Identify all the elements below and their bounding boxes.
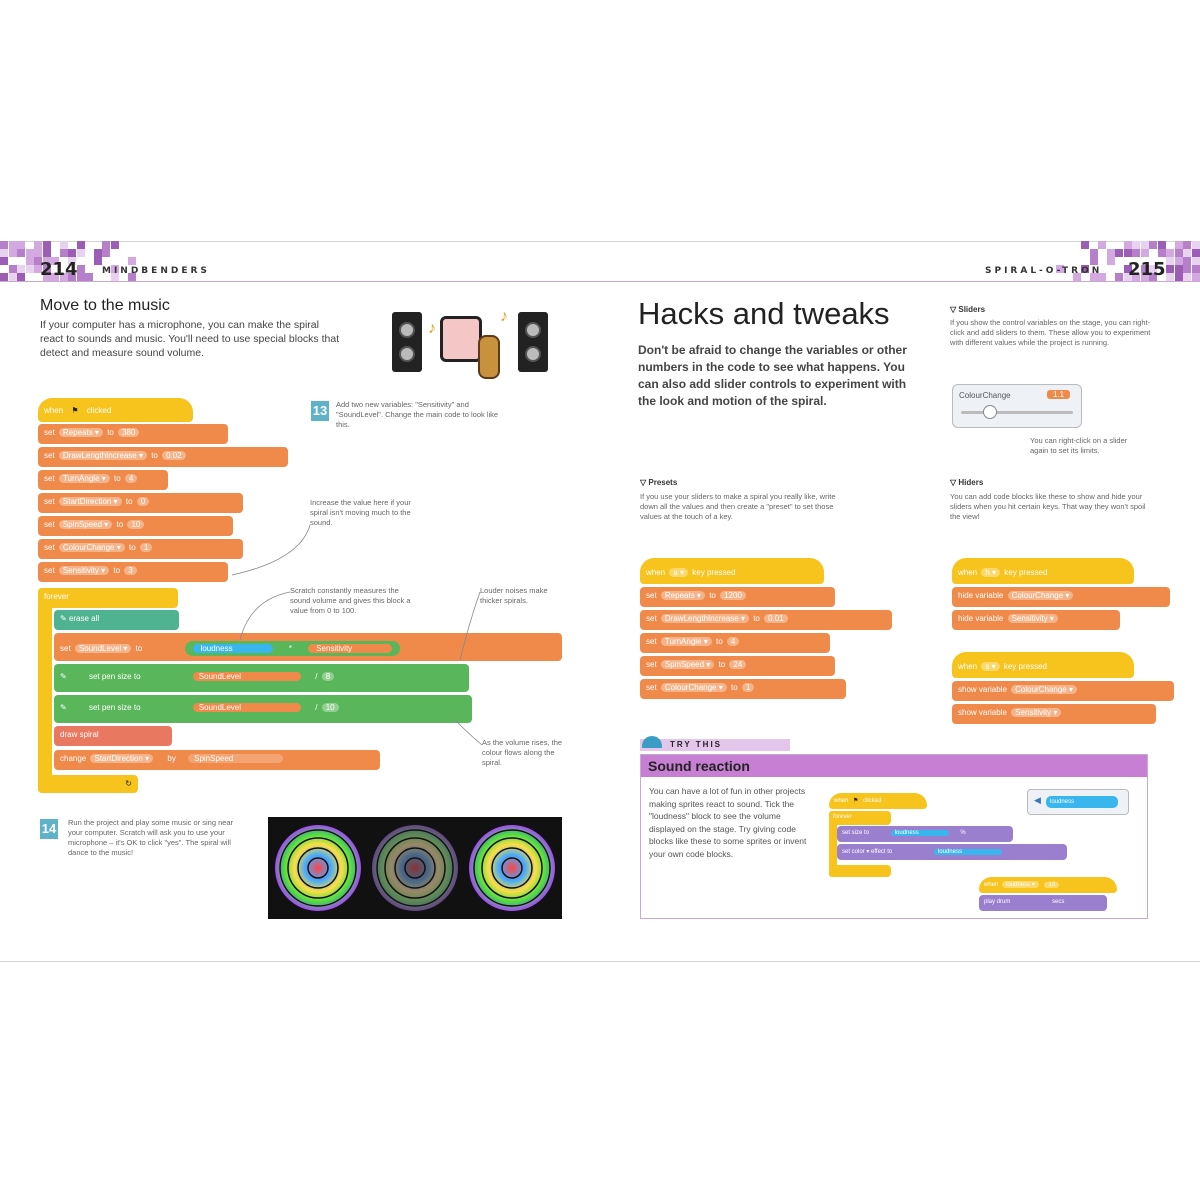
variable-dropdown[interactable]: Sensitivity ▾ (1011, 708, 1061, 717)
try-this-title: Sound reaction (648, 758, 750, 774)
variable-dropdown[interactable]: TurnAngle ▾ (59, 474, 110, 483)
value-input[interactable]: 1 (140, 543, 152, 552)
try-forever-label (829, 811, 891, 825)
clicked-label: clicked (863, 798, 882, 804)
divide-label-1: / (315, 672, 318, 681)
key-dropdown[interactable]: s ▾ (981, 662, 999, 671)
soundlevel-dropdown[interactable]: SoundLevel ▾ (75, 644, 132, 653)
key-dropdown[interactable]: h ▾ (981, 568, 1000, 577)
value-input[interactable]: 24 (729, 660, 746, 669)
left-running-head: MINDBENDERS (102, 266, 210, 276)
times-label: * (288, 644, 292, 653)
when-label: when (984, 882, 999, 888)
hacks-title: Hacks and tweaks (638, 296, 890, 331)
preset-set-variable-block (640, 656, 835, 676)
value-input[interactable]: 1200 (720, 591, 746, 600)
draw-spiral-text: draw spiral (60, 730, 99, 739)
variable-dropdown[interactable]: DrawLengthIncrease ▾ (59, 451, 147, 460)
set-label: set (44, 520, 55, 529)
spiral-output-image (268, 817, 562, 919)
try-this-label: TRY THIS (670, 740, 723, 749)
when-label: when (958, 662, 978, 671)
music-note-icon: ♪ (428, 320, 436, 337)
preset-set-variable-block (640, 610, 892, 630)
variable-dropdown[interactable]: Repeats ▾ (661, 591, 705, 600)
forever-text: forever (833, 814, 852, 820)
to-label: to (716, 637, 723, 646)
slider-track (961, 411, 1073, 414)
slider-monitor[interactable] (952, 384, 1082, 428)
try-set-size-block (837, 826, 1013, 842)
set-label: set (646, 614, 657, 623)
forever-text: forever (44, 592, 69, 601)
green-flag-icon: ⚑ (71, 406, 79, 415)
to-label: to (718, 660, 726, 669)
set-label: set (44, 497, 55, 506)
presets-text: If you use your sliders to make a spiral you really like, write down all the values and then create a "preset" to set those values at the touch of a key. (640, 492, 836, 521)
variable-dropdown[interactable]: SpinSpeed ▾ (59, 520, 112, 529)
variable-dropdown[interactable]: TurnAngle ▾ (661, 637, 712, 646)
to-label: to (107, 428, 114, 437)
variable-dropdown[interactable]: Sensitivity ▾ (59, 566, 109, 575)
slider-caption: You can right-click on a slider again to set its limits. (1030, 436, 1128, 455)
set-size-label: set size to (842, 830, 870, 836)
set-label: set (646, 683, 657, 692)
set-label: set (44, 474, 55, 483)
value-input[interactable]: 3 (124, 566, 136, 575)
spinspeed-reporter: SpinSpeed (188, 754, 283, 763)
value-input[interactable]: 1 (742, 683, 754, 692)
pen-icon-3: ✎ (60, 703, 67, 712)
key-dropdown[interactable]: a ▾ (669, 568, 688, 577)
loop-arrow-icon: ↻ (125, 779, 132, 788)
startdirection-dropdown[interactable]: StartDirection ▾ (90, 754, 153, 763)
divide-value-2[interactable]: 10 (322, 703, 339, 712)
loudness-reporter-1: loudness (891, 830, 949, 836)
when-label: when (646, 568, 666, 577)
step-13-text: Add two new variables: "Sensitivity" and "SoundLevel". Change the main code to look like this. (336, 400, 499, 429)
left-intro: If your computer has a microphone, you can make the spiral react to sounds and music. You'll need to use special blocks that detect and measure sound volume. (40, 319, 340, 359)
try-forever-end (829, 865, 891, 877)
hiders2-when-key-block (952, 652, 1134, 678)
presets-when-key-block (640, 558, 824, 584)
hiders-heading-text: Hiders (958, 478, 984, 487)
value-input[interactable]: 0.01 (764, 614, 788, 623)
to-label: to (114, 474, 121, 483)
try-this-title-bar (641, 755, 1147, 777)
sensitivity-reporter: Sensitivity (308, 644, 392, 653)
step-14-text: Run the project and play some music or sing near your computer. Scratch will ask you to use your microphone – it's OK to click "yes". The spiral will dance to the music! (68, 818, 234, 857)
annotation-volume: As the volume rises, the colour flows along the spiral. (482, 738, 563, 767)
divide-value-1[interactable]: 8 (322, 672, 334, 681)
hiders-heading: ▽ Hiders (950, 478, 984, 487)
set-pen-size-label-1: set pen size to (88, 672, 141, 681)
set-label: set (646, 660, 657, 669)
green-flag-icon: ⚑ (853, 798, 859, 804)
loudness-dropdown[interactable]: loudness ▾ (1002, 881, 1039, 888)
hide-variable-label: hide variable (958, 614, 1004, 623)
step-13-number: 13 (311, 401, 329, 421)
play-drum-label: play drum (984, 899, 1011, 905)
key-pressed-label: key pressed (692, 568, 736, 577)
show-variable-label: show variable (958, 708, 1007, 717)
soundlevel-reporter-1: SoundLevel (193, 672, 301, 681)
set-label: set (646, 591, 657, 600)
try-when-loudness-block (979, 877, 1117, 893)
hiders1-when-key-block (952, 558, 1134, 584)
value-input[interactable]: 4 (727, 637, 739, 646)
to-label: to (135, 644, 143, 653)
hide-variable-label: hide variable (958, 591, 1004, 600)
pen-icon-2: ✎ (60, 672, 67, 681)
try-this-box (640, 754, 1148, 919)
value-input[interactable]: 0 (137, 497, 149, 506)
sliders-heading-text: Sliders (958, 305, 986, 314)
hide-variable-block-2 (952, 610, 1120, 630)
sliders-text: If you show the control variables on the stage, you can right-click and add sliders to them. These allow you to experiment with different values while the project is running. (950, 318, 1151, 347)
secs-label: secs (1052, 899, 1065, 905)
variable-dropdown[interactable]: ColourChange ▾ (59, 543, 125, 552)
hide-variable-block-1 (952, 587, 1170, 607)
loudness-monitor-label: loudness (1046, 796, 1118, 808)
variable-dropdown[interactable]: ColourChange ▾ (661, 683, 727, 692)
step-14-number: 14 (40, 819, 58, 839)
speaker-volume-icon: ◀ (1034, 795, 1041, 805)
slider-label: ColourChange (959, 391, 1011, 400)
left-page-number: 214 (40, 259, 78, 280)
hiders-text: You can add code blocks like these to show and hide your sliders when you hit certain keys. That way they won't spoil the view! (950, 492, 1146, 521)
set-pen-size-label-2: set pen size to (88, 703, 141, 712)
to-label: to (128, 543, 136, 552)
divide-label-2: / (315, 703, 318, 712)
loudness-reporter: loudness (193, 644, 273, 653)
threshold-value[interactable]: 10 (1044, 882, 1059, 888)
key-pressed-label: key pressed (1003, 662, 1047, 671)
by-label: by (167, 754, 176, 763)
right-page-number: 215 (1128, 259, 1166, 280)
erase-all-text: erase all (68, 614, 100, 623)
value-input[interactable]: 380 (118, 428, 139, 437)
set-label: set (44, 543, 55, 552)
preset-set-variable-block (640, 679, 846, 699)
annotation-louder: Louder noises make thicker spirals. (480, 586, 548, 605)
slider-value: 1.1 (1047, 390, 1070, 399)
clicked-label: clicked (86, 406, 112, 415)
variable-dropdown[interactable]: Repeats ▾ (59, 428, 103, 437)
sliders-heading: ▽ Sliders (950, 305, 986, 314)
variable-dropdown[interactable]: ColourChange ▾ (1008, 591, 1074, 600)
try-when-clicked-block (829, 793, 927, 809)
variable-dropdown[interactable]: DrawLengthIncrease ▾ (661, 614, 749, 623)
percent-label: % (960, 830, 966, 836)
set-label: set (44, 451, 55, 460)
right-running-head: SPIRAL-O-TRON (985, 266, 1103, 276)
soundlevel-reporter-2: SoundLevel (193, 703, 301, 712)
slider-thumb[interactable] (983, 405, 997, 419)
set-label: set (646, 637, 657, 646)
section-title: Move to the music (40, 297, 170, 314)
show-variable-block-1 (952, 681, 1174, 701)
spiral-rings-graphic (268, 817, 562, 919)
to-label: to (753, 614, 760, 623)
when-label: when (958, 568, 978, 577)
key-pressed-label: key pressed (1004, 568, 1048, 577)
to-label: to (116, 520, 124, 529)
preset-set-variable-block (640, 633, 830, 653)
value-input[interactable]: 0.02 (162, 451, 186, 460)
to-label: to (113, 566, 121, 575)
presets-heading: ▽ Presets (640, 478, 678, 487)
when-label: when (44, 406, 64, 415)
variable-dropdown[interactable]: ColourChange ▾ (1011, 685, 1077, 694)
show-variable-label: show variable (958, 685, 1007, 694)
value-input[interactable]: 4 (125, 474, 137, 483)
when-label: when (834, 798, 849, 804)
variable-dropdown[interactable]: StartDirection ▾ (59, 497, 122, 506)
variable-dropdown[interactable]: Sensitivity ▾ (1008, 614, 1058, 623)
to-label: to (709, 591, 716, 600)
try-play-block (979, 895, 1107, 911)
show-variable-block-2 (952, 704, 1156, 724)
set-label: set (60, 644, 71, 653)
presets-heading-text: Presets (648, 478, 678, 487)
change-label: change (60, 754, 87, 763)
to-label: to (151, 451, 158, 460)
try-set-effect-block (837, 844, 1067, 860)
set-label: set (44, 428, 55, 437)
to-label: to (125, 497, 133, 506)
preset-set-variable-block (640, 587, 835, 607)
set-effect-label: set color ▾ effect to (842, 849, 893, 855)
try-this-text: You can have a lot of fun in other projects making sprites react to sound. Tick the "loudness" block to see the volume displayed on the stage. Try giving code blocks like these to some sprites or invent your own code blocks. (649, 786, 807, 859)
loudness-stage-monitor (1027, 789, 1129, 815)
try-this-tab (640, 739, 790, 751)
set-label: set (44, 566, 55, 575)
loudness-reporter-2: loudness (934, 849, 1002, 855)
value-input[interactable]: 10 (127, 520, 144, 529)
variable-dropdown[interactable]: SpinSpeed ▾ (661, 660, 714, 669)
annotation-sensitivity: Increase the value here if your spiral isn't moving much to the sound. (310, 498, 411, 527)
music-note-icon-2: ♪ (500, 308, 508, 325)
annotation-loudness: Scratch constantly measures the sound volume and gives this block a value from 0 to 100. (290, 586, 411, 615)
to-label: to (730, 683, 738, 692)
hacks-intro: Don't be afraid to change the variables or other numbers in the code to see what happens. You can also add slider controls to experiment with the look and motion of the spiral. (638, 343, 907, 408)
pen-icon: ✎ (60, 614, 67, 623)
